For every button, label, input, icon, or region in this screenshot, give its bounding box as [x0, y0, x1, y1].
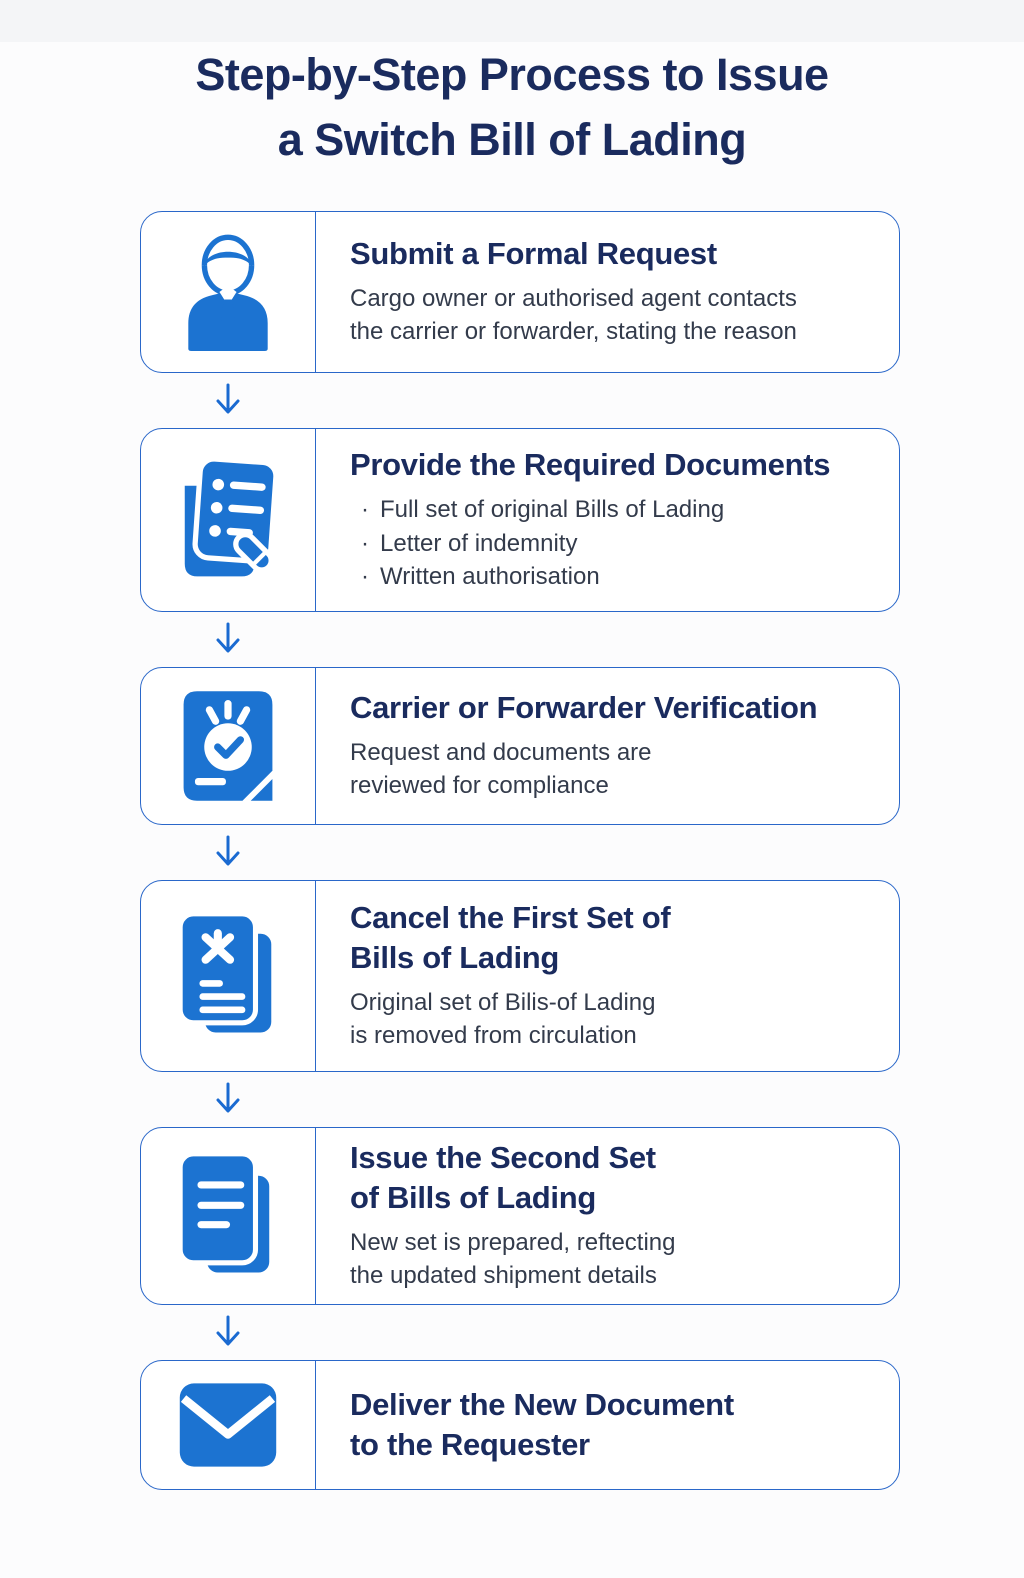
step-5-title-line-2: of Bills of Lading	[350, 1180, 597, 1216]
arrow-down-icon	[208, 1081, 248, 1117]
bullet-text: Full set of original Bills of Lading	[380, 495, 725, 523]
bullet-text: Letter of indemnity	[380, 529, 578, 557]
bullet-dot: ·	[361, 563, 369, 591]
bullet-item	[350, 493, 899, 527]
step-4-title	[350, 898, 899, 977]
flow-arrow-4	[140, 1072, 900, 1127]
step-3-description	[350, 737, 899, 803]
arrow-down-icon	[208, 1314, 248, 1350]
step-2-text-cell	[316, 429, 899, 611]
step-5-description	[350, 1227, 899, 1293]
step-5-text-cell	[316, 1128, 899, 1304]
step-card-issue-second-set	[140, 1127, 900, 1305]
businessman-icon	[174, 233, 282, 351]
step-5-title	[350, 1138, 899, 1217]
step-6-title-line-2: to the Requester	[350, 1426, 590, 1462]
step-4-text-cell	[316, 881, 899, 1071]
arrow-down-icon	[208, 834, 248, 870]
step-5-description-line-1: New set is prepared, reftecting	[350, 1228, 676, 1256]
step-card-verification	[140, 667, 900, 825]
step-6-text-cell	[316, 1361, 899, 1489]
step-1-description	[350, 283, 899, 349]
document-pencil-icon	[170, 454, 286, 586]
arrow-down-icon	[208, 382, 248, 418]
step-4-title-line-2: Bills of Lading	[350, 940, 560, 976]
step-card-provide-documents	[140, 428, 900, 612]
page-title	[0, 42, 1024, 173]
step-1-title: Submit a Formal Request	[350, 236, 717, 272]
flow-arrow-3	[140, 825, 900, 880]
step-4-title-line-1: Cancel the First Set of	[350, 900, 671, 936]
verification-stamp-icon	[176, 683, 280, 809]
step-6-title-line-1: Deliver the New Document	[350, 1386, 734, 1422]
step-card-cancel-first-set	[140, 880, 900, 1072]
step-1-description-line-2: the carrier or forwarder, stating the reason	[350, 317, 797, 345]
step-card-submit-request	[140, 211, 900, 373]
step-3-description-line-2: reviewed for compliance	[350, 771, 609, 799]
page-title-line-1: Step-by-Step Process to Issue	[195, 49, 829, 100]
step-5-title-line-1: Issue the Second Set	[350, 1140, 656, 1176]
step-3-icon-cell	[141, 668, 316, 824]
step-3-description-line-1: Request and documents are	[350, 738, 652, 766]
process-flow	[140, 211, 900, 1490]
bullet-item	[350, 560, 899, 594]
step-2-title: Provide the Required Documents	[350, 447, 831, 483]
bullet-dot: ·	[361, 529, 369, 557]
step-card-deliver-document	[140, 1360, 900, 1490]
bullet-text: Written authorisation	[380, 563, 600, 591]
step-4-description-line-1: Original set of Bilis-of Lading	[350, 988, 656, 1016]
page-title-line-2: a Switch Bill of Lading	[277, 114, 747, 166]
step-3-text-cell	[316, 668, 899, 824]
step-3-title: Carrier or Forwarder Verification	[350, 690, 818, 726]
bullet-dot: ·	[361, 495, 369, 523]
flow-arrow-1	[140, 373, 900, 428]
step-5-description-line-2: the updated shipment details	[350, 1261, 657, 1289]
bullet-item	[350, 527, 899, 561]
step-1-description-line-1: Cargo owner or authorised agent contacts	[350, 284, 797, 312]
arrow-down-icon	[208, 621, 248, 657]
step-2-bullet-list	[350, 493, 899, 594]
flow-arrow-2	[140, 612, 900, 667]
step-4-description-line-2: is removed from circulation	[350, 1021, 637, 1049]
step-4-description	[350, 987, 899, 1053]
cancel-documents-icon	[172, 908, 284, 1044]
envelope-icon	[176, 1379, 280, 1471]
step-6-title	[350, 1385, 899, 1464]
stacked-documents-icon	[172, 1148, 284, 1284]
step-4-icon-cell	[141, 881, 316, 1071]
step-6-icon-cell	[141, 1361, 316, 1489]
step-2-icon-cell	[141, 429, 316, 611]
step-1-text-cell	[316, 212, 899, 372]
step-1-icon-cell	[141, 212, 316, 372]
flow-arrow-5	[140, 1305, 900, 1360]
step-5-icon-cell	[141, 1128, 316, 1304]
